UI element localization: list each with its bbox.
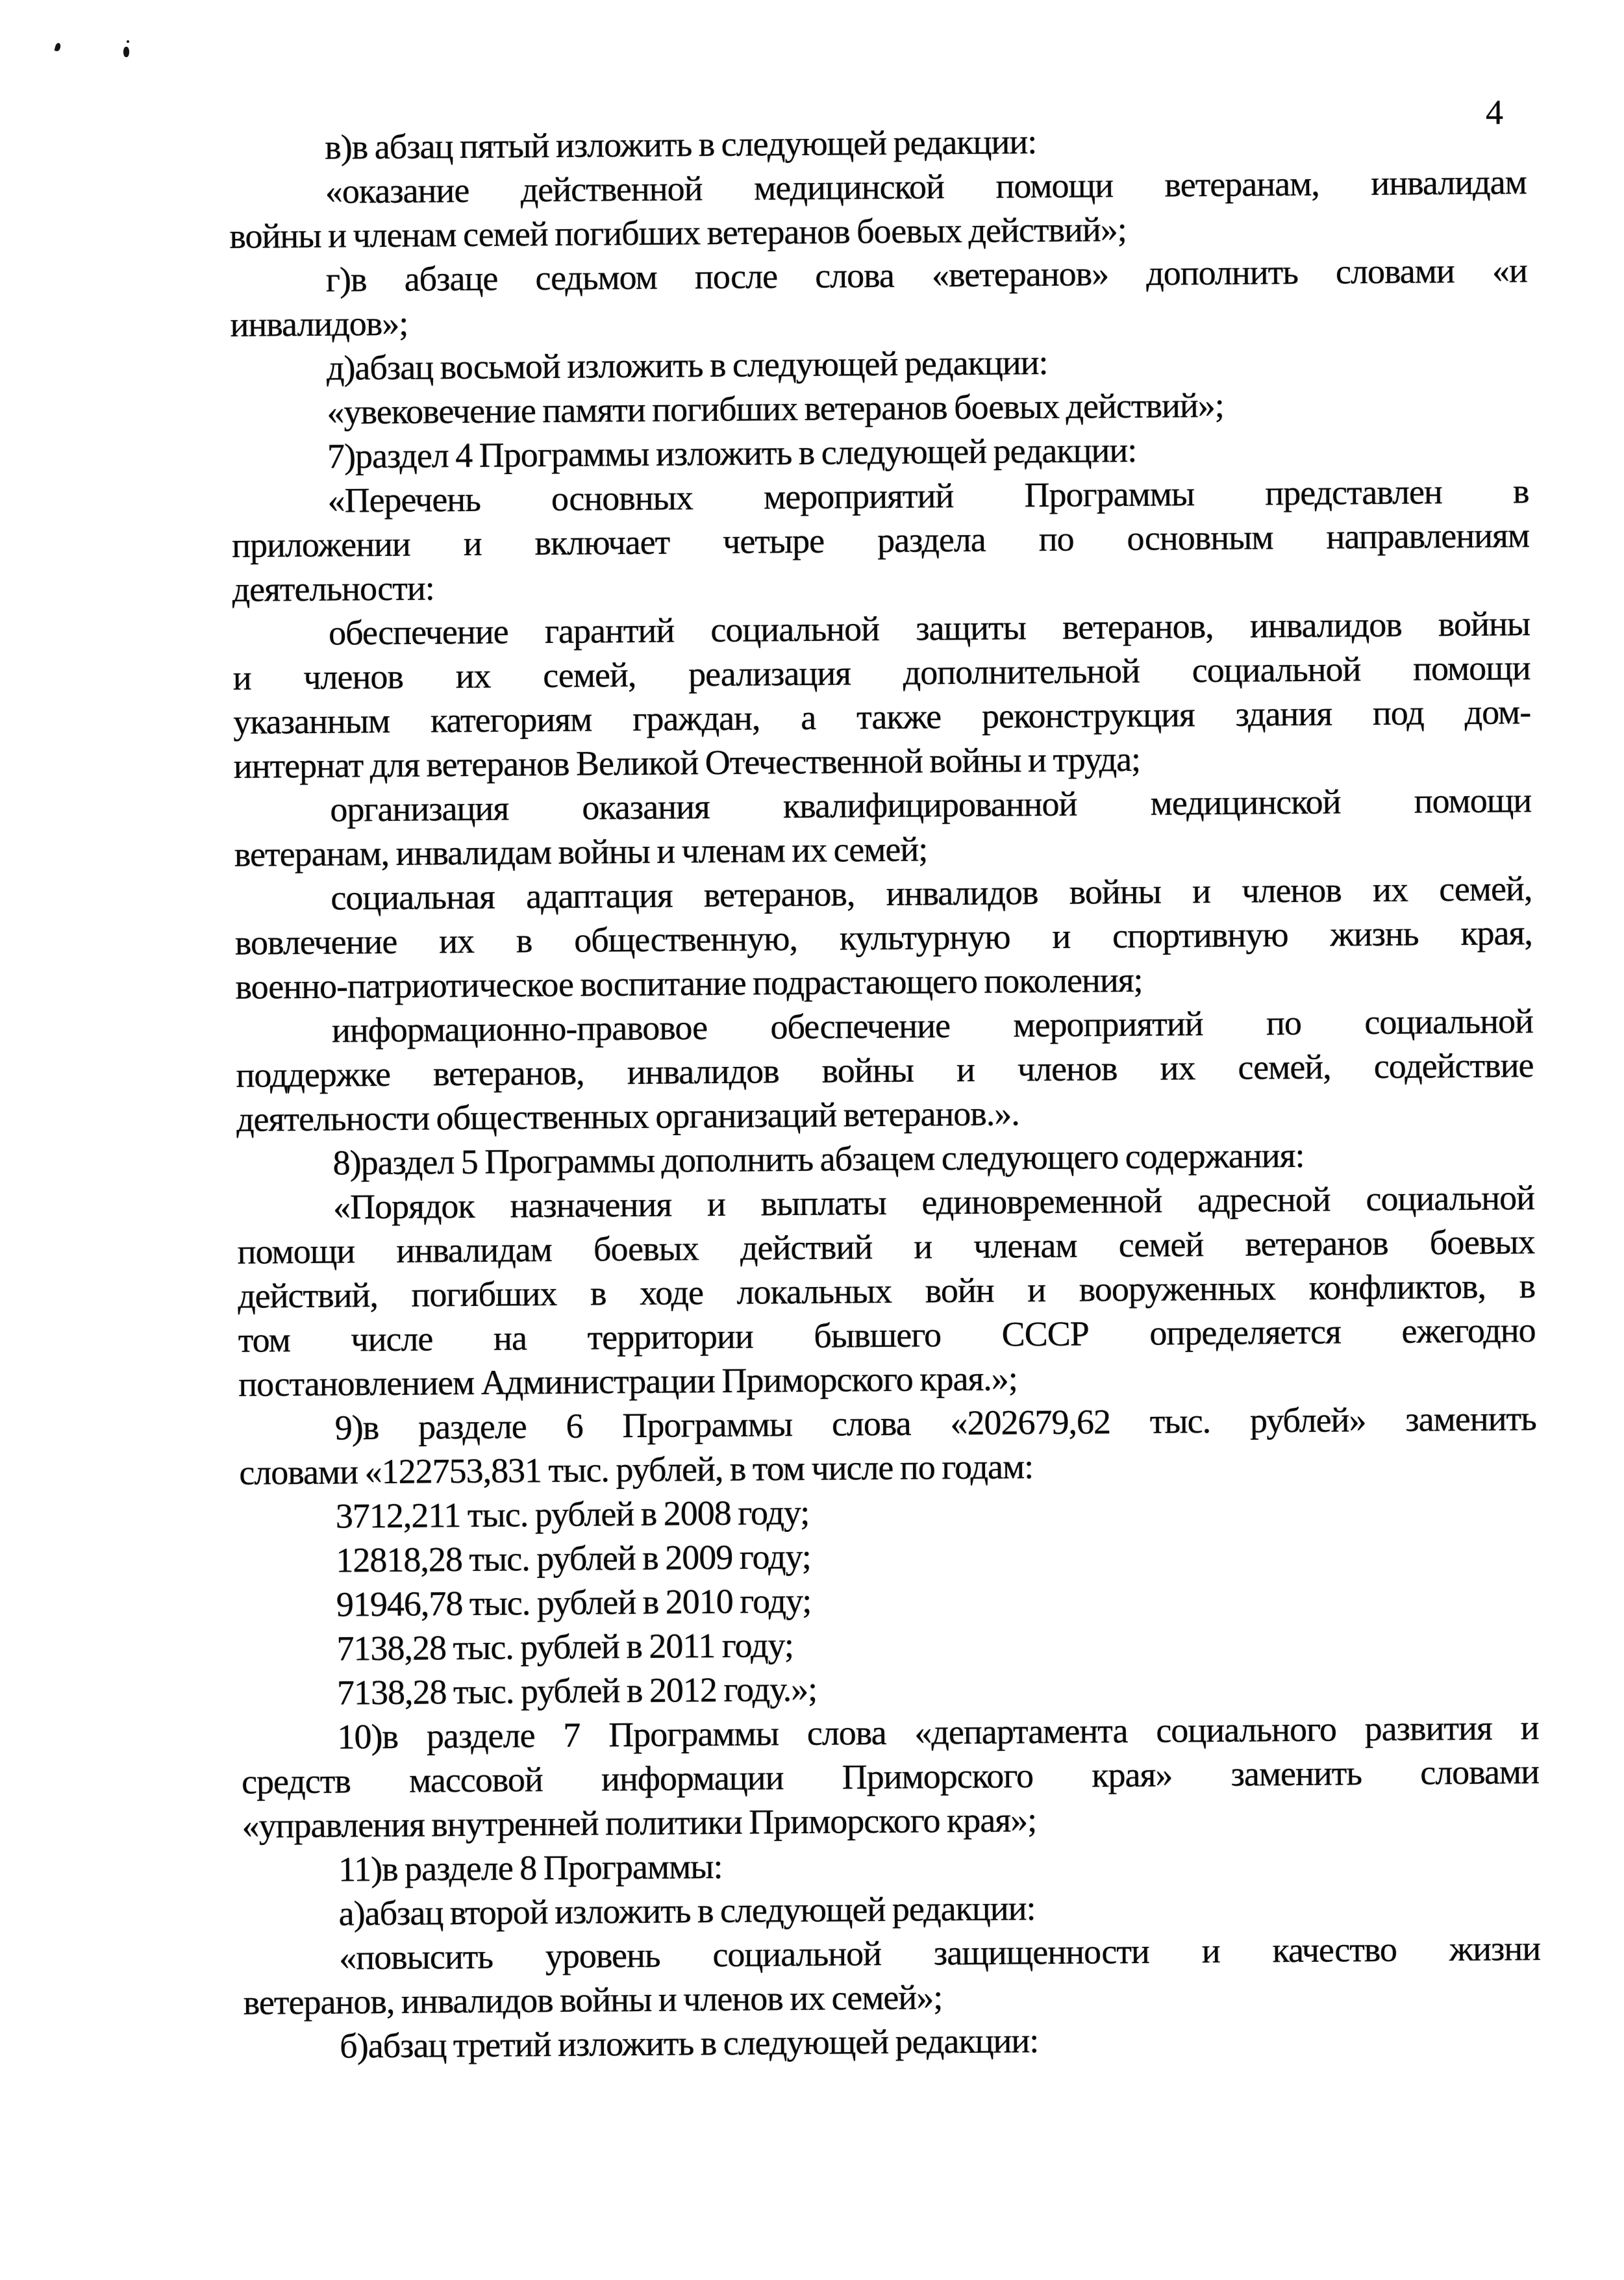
text-line: инвалидов»; xyxy=(230,303,408,344)
text-line: 10)в разделе 7 Программы слова «департамента социального развития и xyxy=(337,1708,1539,1757)
text-line: ветеранов, инвалидов войны и членов их семей»; xyxy=(243,1977,943,2022)
text-line: деятельности общественных организаций ветеранов.». xyxy=(236,1094,1020,1139)
text-line: 3712,211 тыс. рублей в 2008 году; xyxy=(335,1492,810,1536)
text-line: указанным категориям граждан, а также реконструкция здания под дом- xyxy=(233,692,1531,742)
text-line: «повысить уровень социальной защищенности и качество жизни xyxy=(338,1929,1541,1977)
text-line: военно-патриотическое воспитание подрастающего поколения; xyxy=(235,960,1143,1007)
text-line: 7138,28 тыс. рублей в 2011 году; xyxy=(336,1625,794,1668)
text-line: и членов их семей, реализация дополнительной социальной помощи xyxy=(232,648,1530,697)
text-line: «Перечень основных мероприятий Программы представлен в xyxy=(327,471,1529,520)
text-line: поддержке ветеранов, инвалидов войны и членов их семей, содействие xyxy=(236,1046,1534,1095)
text-line: б)абзац третий изложить в следующей редакции: xyxy=(340,2021,1039,2066)
text-line: 7138,28 тыс. рублей в 2012 году.»; xyxy=(336,1669,818,1712)
text-line: «Порядок назначения и выплаты единовременной адресной социальной xyxy=(332,1178,1535,1227)
text-line: помощи инвалидам боевых действий и членам семей ветеранов боевых xyxy=(237,1222,1535,1272)
text-line: 8)раздел 5 Программы дополнить абзацем следующего содержания: xyxy=(332,1135,1305,1183)
text-line: средств массовой информации Приморского края» заменить словами xyxy=(241,1752,1540,1801)
page-number: 4 xyxy=(1486,93,1503,132)
text-line: «управления внутренней политики Приморского края»; xyxy=(242,1800,1037,1846)
text-line: интернат для ветеранов Великой Отечественной войны и труда; xyxy=(233,739,1141,786)
text-line: ветеранам, инвалидам войны и членам их семей; xyxy=(234,829,928,874)
text-line: вовлечение их в общественную, культурную и спортивную жизнь края, xyxy=(234,913,1533,962)
text-line: социальная адаптация ветеранов, инвалидов войны и членов их семей, xyxy=(331,869,1532,918)
text-line: деятельности: xyxy=(232,568,435,609)
text-line: словами «122753,831 тыс. рублей, в том числе по годам: xyxy=(239,1447,1034,1492)
text-line: 91946,78 тыс. рублей в 2010 году; xyxy=(336,1581,812,1624)
text-line: 11)в разделе 8 Программы: xyxy=(338,1846,723,1889)
text-line: организация оказания квалифицированной медицинской помощи xyxy=(330,781,1532,829)
text-line: постановлением Администрации Приморского края.»; xyxy=(238,1359,1018,1404)
text-line: в)в абзац пятый изложить в следующей редакции: xyxy=(325,122,1037,167)
text-line: г)в абзаце седьмом после слова «ветеранов» дополнить словами «и xyxy=(325,251,1528,299)
text-line: информационно-правовое обеспечение мероприятий по социальной xyxy=(331,1001,1534,1050)
text-line: приложении и включает четыре раздела по основным направлениям xyxy=(231,516,1530,565)
ink-speck xyxy=(123,47,129,57)
text-line: действий, погибших в ходе локальных войн и вооруженных конфликтов, в xyxy=(237,1266,1536,1316)
ink-speck xyxy=(55,42,62,52)
text-line: а)абзац второй изложить в следующей редакции: xyxy=(338,1888,1036,1933)
text-line: 9)в разделе 6 Программы слова «202679,62 тыс. рублей» заменить xyxy=(334,1399,1536,1447)
text-line: 7)раздел 4 Программы изложить в следующей редакции: xyxy=(327,430,1137,476)
document-body xyxy=(229,116,1541,2069)
text-line: «оказание действенной медицинской помощи ветеранам, инвалидам xyxy=(325,162,1527,211)
text-line: д)абзац восьмой изложить в следующей редакции: xyxy=(326,342,1048,388)
text-line: обеспечение гарантий социальной защиты ветеранов, инвалидов войны xyxy=(328,604,1530,653)
text-line: войны и членам семей погибших ветеранов боевых действий»; xyxy=(229,209,1127,256)
text-line: «увековечение памяти погибших ветеранов боевых действий»; xyxy=(327,385,1224,432)
text-line: 12818,28 тыс. рублей в 2009 году; xyxy=(336,1536,811,1580)
text-line: том числе на территории бывшего СССР определяется ежегодно xyxy=(238,1310,1536,1360)
